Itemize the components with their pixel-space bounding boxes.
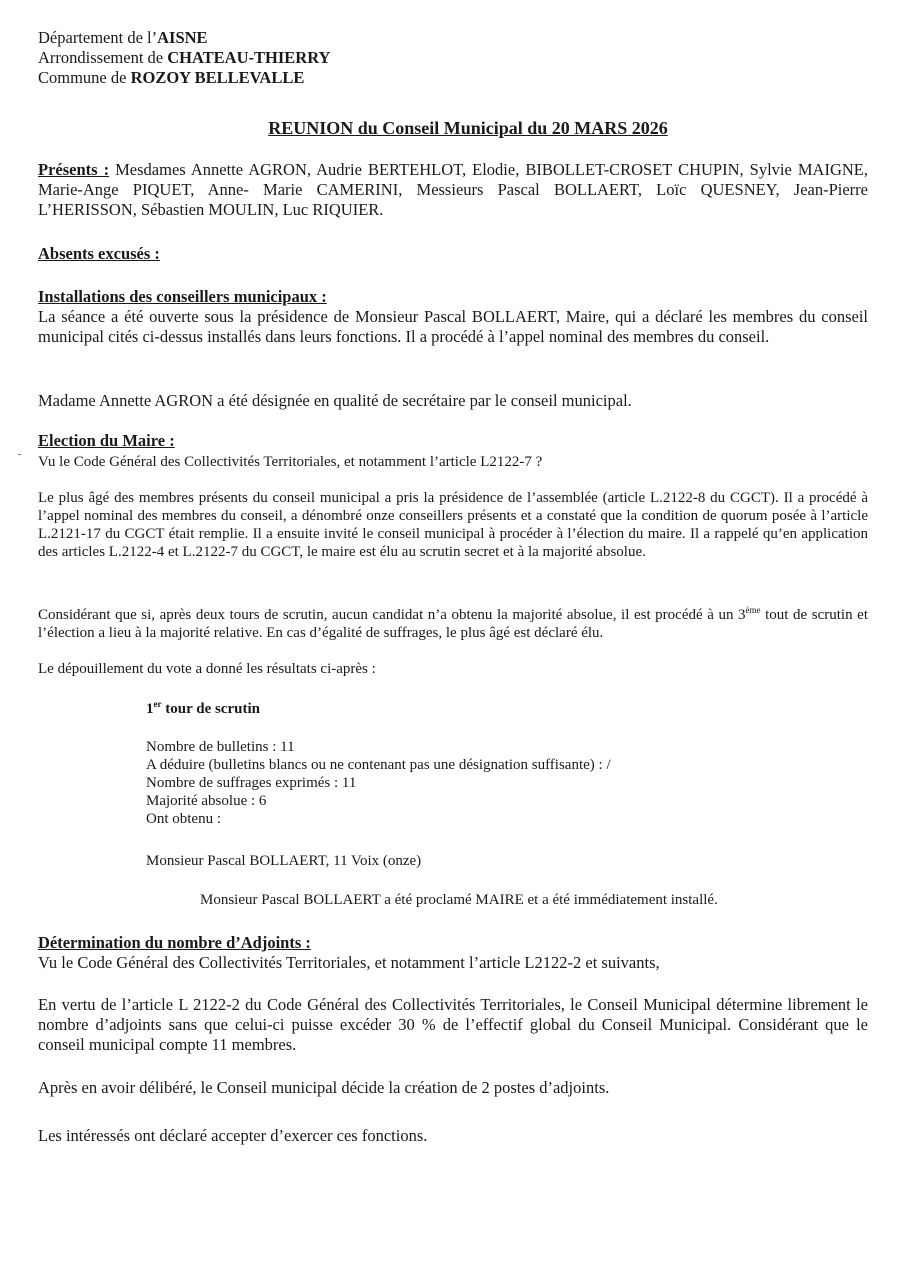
meeting-title: REUNION du Conseil Municipal du 20 MARS 2026 [268,118,668,138]
proclamation: Monsieur Pascal BOLLAERT a été proclamé MAIRE et a été immédiatement installé. [200,892,718,908]
installations-paragraph: La séance a été ouverte sous la présidence de Monsieur Pascal BOLLAERT, Maire, qui a déclaré les membres du conseil municipal cités ci-dessus installés dans leurs fonctions. Il a procédé à l’appel nominal des membres du conseil. [38,307,868,346]
candidate-result: Monsieur Pascal BOLLAERT, 11 Voix (onze) [146,853,422,869]
installations-heading: Installations des conseillers municipaux : [38,287,327,306]
secretary-paragraph: Madame Annette AGRON a été désignée en qualité de secrétaire par le conseil municipal. [38,391,632,410]
presents-text: Mesdames Annette AGRON, Audrie BERTEHLOT, Elodie, BIBOLLET-CROSET CHUPIN, Sylvie MAIGNE, Marie-Ange PIQUET, Anne- Marie CAMERINI, Messieurs Pascal BOLLAERT, Loïc QUESNEY, Jean-Pierre L’HERISSON, Sébastien MOULIN, Luc RIQUIER. [38,160,868,219]
commune-line: Commune de ROZOY BELLEVALLE [38,68,305,87]
results-list [146,738,846,828]
result-line: Nombre de bulletins : 11 [146,739,295,755]
scan-mark [18,454,21,455]
election-paragraph-3: Le dépouillement du vote a donné les résultats ci-après : [38,661,376,677]
absents-label: Absents excusés : [38,244,160,263]
letterhead [38,28,868,88]
adjoints-paragraph-2: Après en avoir délibéré, le Conseil municipal décide la création de 2 postes d’adjoints. [38,1078,610,1097]
election-paragraph-2: Considérant que si, après deux tours de scrutin, aucun candidat n’a obtenu la majorité absolue, il est procédé à un 3ème tout de scrutin et l’élection a lieu à la majorité relative. En cas d’égalité de suffrages, le plus âgé est déclaré élu. [38,605,868,641]
result-line: Ont obtenu : [146,811,221,827]
election-paragraph-1: Le plus âgé des membres présents du conseil municipal a pris la présidence de l’assemblée (article L.2122-8 du CGCT). Il a procédé à l’appel nominal des membres du conseil, a dénombré onze conseillers présents et a constaté que la condition de quorum posée à l’article L.2121-17 du CGCT était remplie. Il a ensuite invité le conseil municipal à procéder à l’élection du maire. Il a rappelé qu’en application des articles L.2122-4 et L.2122-7 du CGCT, le maire est élu au scrutin secret et à la majorité absolue. [38,490,868,560]
adjoints-paragraph-1: En vertu de l’article L 2122-2 du Code Général des Collectivités Territoriales, le Conseil Municipal détermine librement le nombre d’adjoints sans que celui-ci puisse excéder 30 % de l’effectif global du Conseil Municipal. Considérant que le conseil municipal compte 11 membres. [38,995,868,1054]
adjoints-heading: Détermination du nombre d’Adjoints : [38,933,311,952]
department-line: Département de l’AISNE [38,28,208,47]
tour-heading: 1er tour de scrutin [146,699,260,717]
presents-section [38,160,868,220]
election-heading: Election du Maire : [38,431,175,450]
result-line: Nombre de suffrages exprimés : 11 [146,775,357,791]
result-line: A déduire (bulletins blancs ou ne contenant pas une désignation suffisante) : / [146,757,611,773]
result-line: Majorité absolue : 6 [146,793,267,809]
presents-label: Présents : [38,160,110,179]
adjoints-paragraph-3: Les intéressés ont déclaré accepter d’exercer ces fonctions. [38,1126,428,1145]
arrondissement-line: Arrondissement de CHATEAU-THIERRY [38,48,331,67]
adjoints-vu: Vu le Code Général des Collectivités Territoriales, et notamment l’article L2122-2 et suivants, [38,953,660,972]
election-vu: Vu le Code Général des Collectivités Territoriales, et notamment l’article L2122-7 ? [38,454,543,470]
